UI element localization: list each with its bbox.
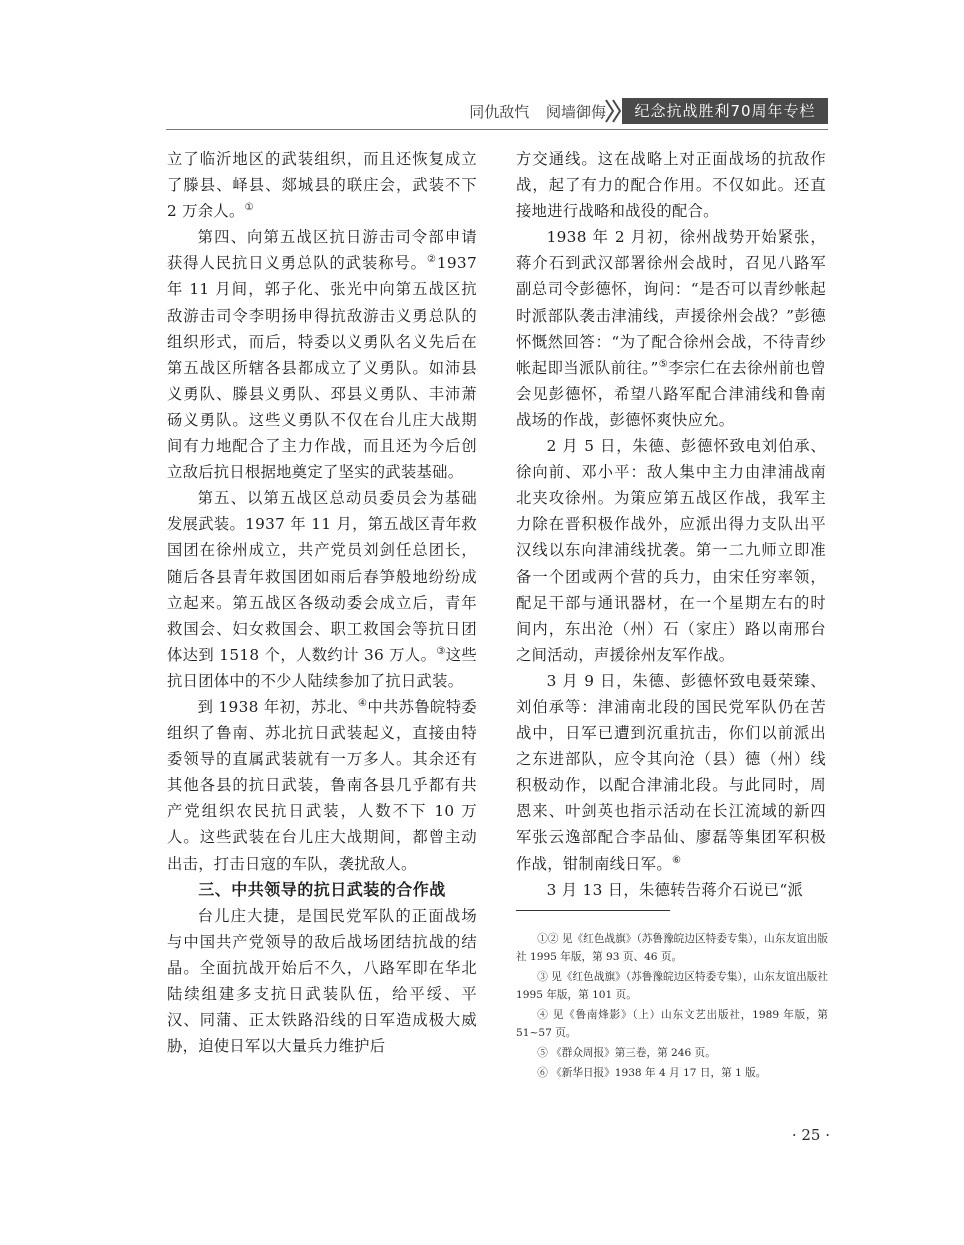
paragraph: 台儿庄大捷，是国民党军队的正面战场与中国共产党领导的敌后战场团结抗战的结晶。全面抗战开始后不久，八路军即在华北陆续组建多支抗日武装队伍，给平绥、平汉、同蒲、正太铁路沿线的日军造成极大威胁，迫使日军以大量兵力维护后 <box>167 906 477 1056</box>
paragraph: 方交通线。这在战略上对正面战场的抗敌作战，起了有力的配合作用。不仅如此。还直接地进行战略和战役的配合。 <box>516 150 826 221</box>
header-section-labels <box>457 101 606 122</box>
paragraph: 立了临沂地区的武装组织，而且还恢复成立了滕县、峄县、郯城县的联庄会，武装不下 2 万余人。① <box>167 150 477 221</box>
footnote: ⑥ 《新华日报》1938 年 4 月 17 日，第 1 版。 <box>537 1067 767 1079</box>
section-heading: 三、中共领导的抗日武装的合作战 <box>198 879 446 899</box>
footnote-ref: ④ <box>357 697 368 709</box>
paragraph: 第四、向第五战区抗日游击司令部申请获得人民抗日义勇总队的武装称号。②1937 年 11 月间，郭子化、张光中向第五战区抗敌游击司令李明扬申得抗敌游击义勇总队的组织形式，而后，特委以义勇队名义先后在第五战区所辖各县都成立了义勇队。如沛县义勇队、滕县义勇队、邳县义勇队、丰沛萧砀义勇队。这些义勇队不仅在台儿庄大战期间有力地配合了主力作战，而且还为今后创立敌后抗日根据地奠定了坚实的武装基础。 <box>167 228 477 482</box>
header-rule <box>166 129 828 130</box>
header-label-2: 阋墙御侮 <box>545 103 606 121</box>
header-label-1: 同仇敌忾 <box>469 103 530 121</box>
paragraph: 3 月 9 日，朱德、彭德怀致电聂荣臻、刘伯承等：津浦南北段的国民党军队仍在苦战中，日军已遭到沉重抗击，你们以前派出之东进部队，应令其向沧（县）德（州）线积极动作，以配合津浦北段。与此同时，周恩来、叶剑英也指示活动在长江流域的新四军张云逸部配合李品仙、廖磊等集团军积极作战，钳制南线日军。⑥ <box>516 671 826 873</box>
footnote-rule <box>516 910 670 911</box>
paragraph: 3 月 13 日，朱德转告蒋介石说已“派 <box>546 880 804 899</box>
paragraph: 1938 年 2 月初，徐州战势开始紧张，蒋介石到武汉部署徐州会战时，召见八路军副总司令彭德怀，询问：“是否可以青纱帐起时派部队袭击津浦线，声援徐州会战？”彭德怀慨然回答：“为了配合徐州会战，不待青纱帐起即当派队前往。”⑤李宗仁在去徐州前也曾会见彭德怀，希望八路军配合津浦线和鲁南战场的作战，彭德怀爽快应允。 <box>516 228 826 429</box>
double-chevron-icon <box>604 98 624 124</box>
footnote: ④ 见《鲁南烽影》（上）山东文艺出版社，1989 年版，第 51~57 页。 <box>516 1009 828 1039</box>
column-banner: 纪念抗战胜利70周年专栏 <box>622 98 828 124</box>
footnote: ①② 见《红色战旗》（苏鲁豫皖边区特委专集），山东友谊出版社 1995 年版，第 93 页、46 页。 <box>516 933 828 963</box>
footnote-ref: ① <box>244 202 254 214</box>
footnote-ref: ⑤ <box>658 358 669 370</box>
footnote-ref: ② <box>426 254 437 266</box>
footnote: ⑤ 《群众周报》第三卷，第 246 页。 <box>537 1047 716 1059</box>
page-number: · 25 · <box>791 1126 830 1144</box>
left-column <box>167 146 477 1059</box>
paragraph: 第五、以第五战区总动员委员会为基础发展武装。1937 年 11 月，第五战区青年救国团在徐州成立，共产党员刘剑任总团长，随后各县青年救国团如雨后春笋般地纷纷成立起来。第五战区各级动委会成立后，青年救国会、妇女救国会、职工救国会等抗日团体达到 1518 个，人数约计 36 万人。③这些抗日团体中的不少人陆续参加了抗日武装。 <box>167 489 477 690</box>
paragraph: 2 月 5 日，朱德、彭德怀致电刘伯承、徐向前、邓小平：敌人集中主力由津浦战南北夹攻徐州。为策应第五战区作战，我军主力除在晋积极作战外，应派出得力支队出平汉线以东向津浦线扰袭。第一二九师立即准备一个团或两个营的兵力，由宋任穷率领，配足干部与通讯器材，在一个星期左右的时间内，东出沧（州）石（家庄）路以南邢台之间活动，声援徐州友军作战。 <box>516 437 826 664</box>
running-header <box>166 98 828 128</box>
right-column <box>516 146 826 903</box>
footnote-ref: ⑥ <box>671 854 682 866</box>
footnote-ref: ③ <box>436 645 446 657</box>
footnote: ③ 见《红色战旗》（苏鲁豫皖边区特委专集），山东友谊出版社 1995 年版，第 101 页。 <box>516 971 828 1001</box>
footnotes <box>516 930 828 1084</box>
paragraph: 到 1938 年初，苏北、④中共苏鲁皖特委组织了鲁南、苏北抗日武装起义，直接由特委领导的直属武装就有一万多人。其余还有其他各县的抗日武装，鲁南各县几乎都有共产党组织农民抗日武装，人数不下 10 万人。这些武装在台儿庄大战期间，都曾主动出击，打击日寇的车队，袭扰敌人。 <box>167 697 477 873</box>
